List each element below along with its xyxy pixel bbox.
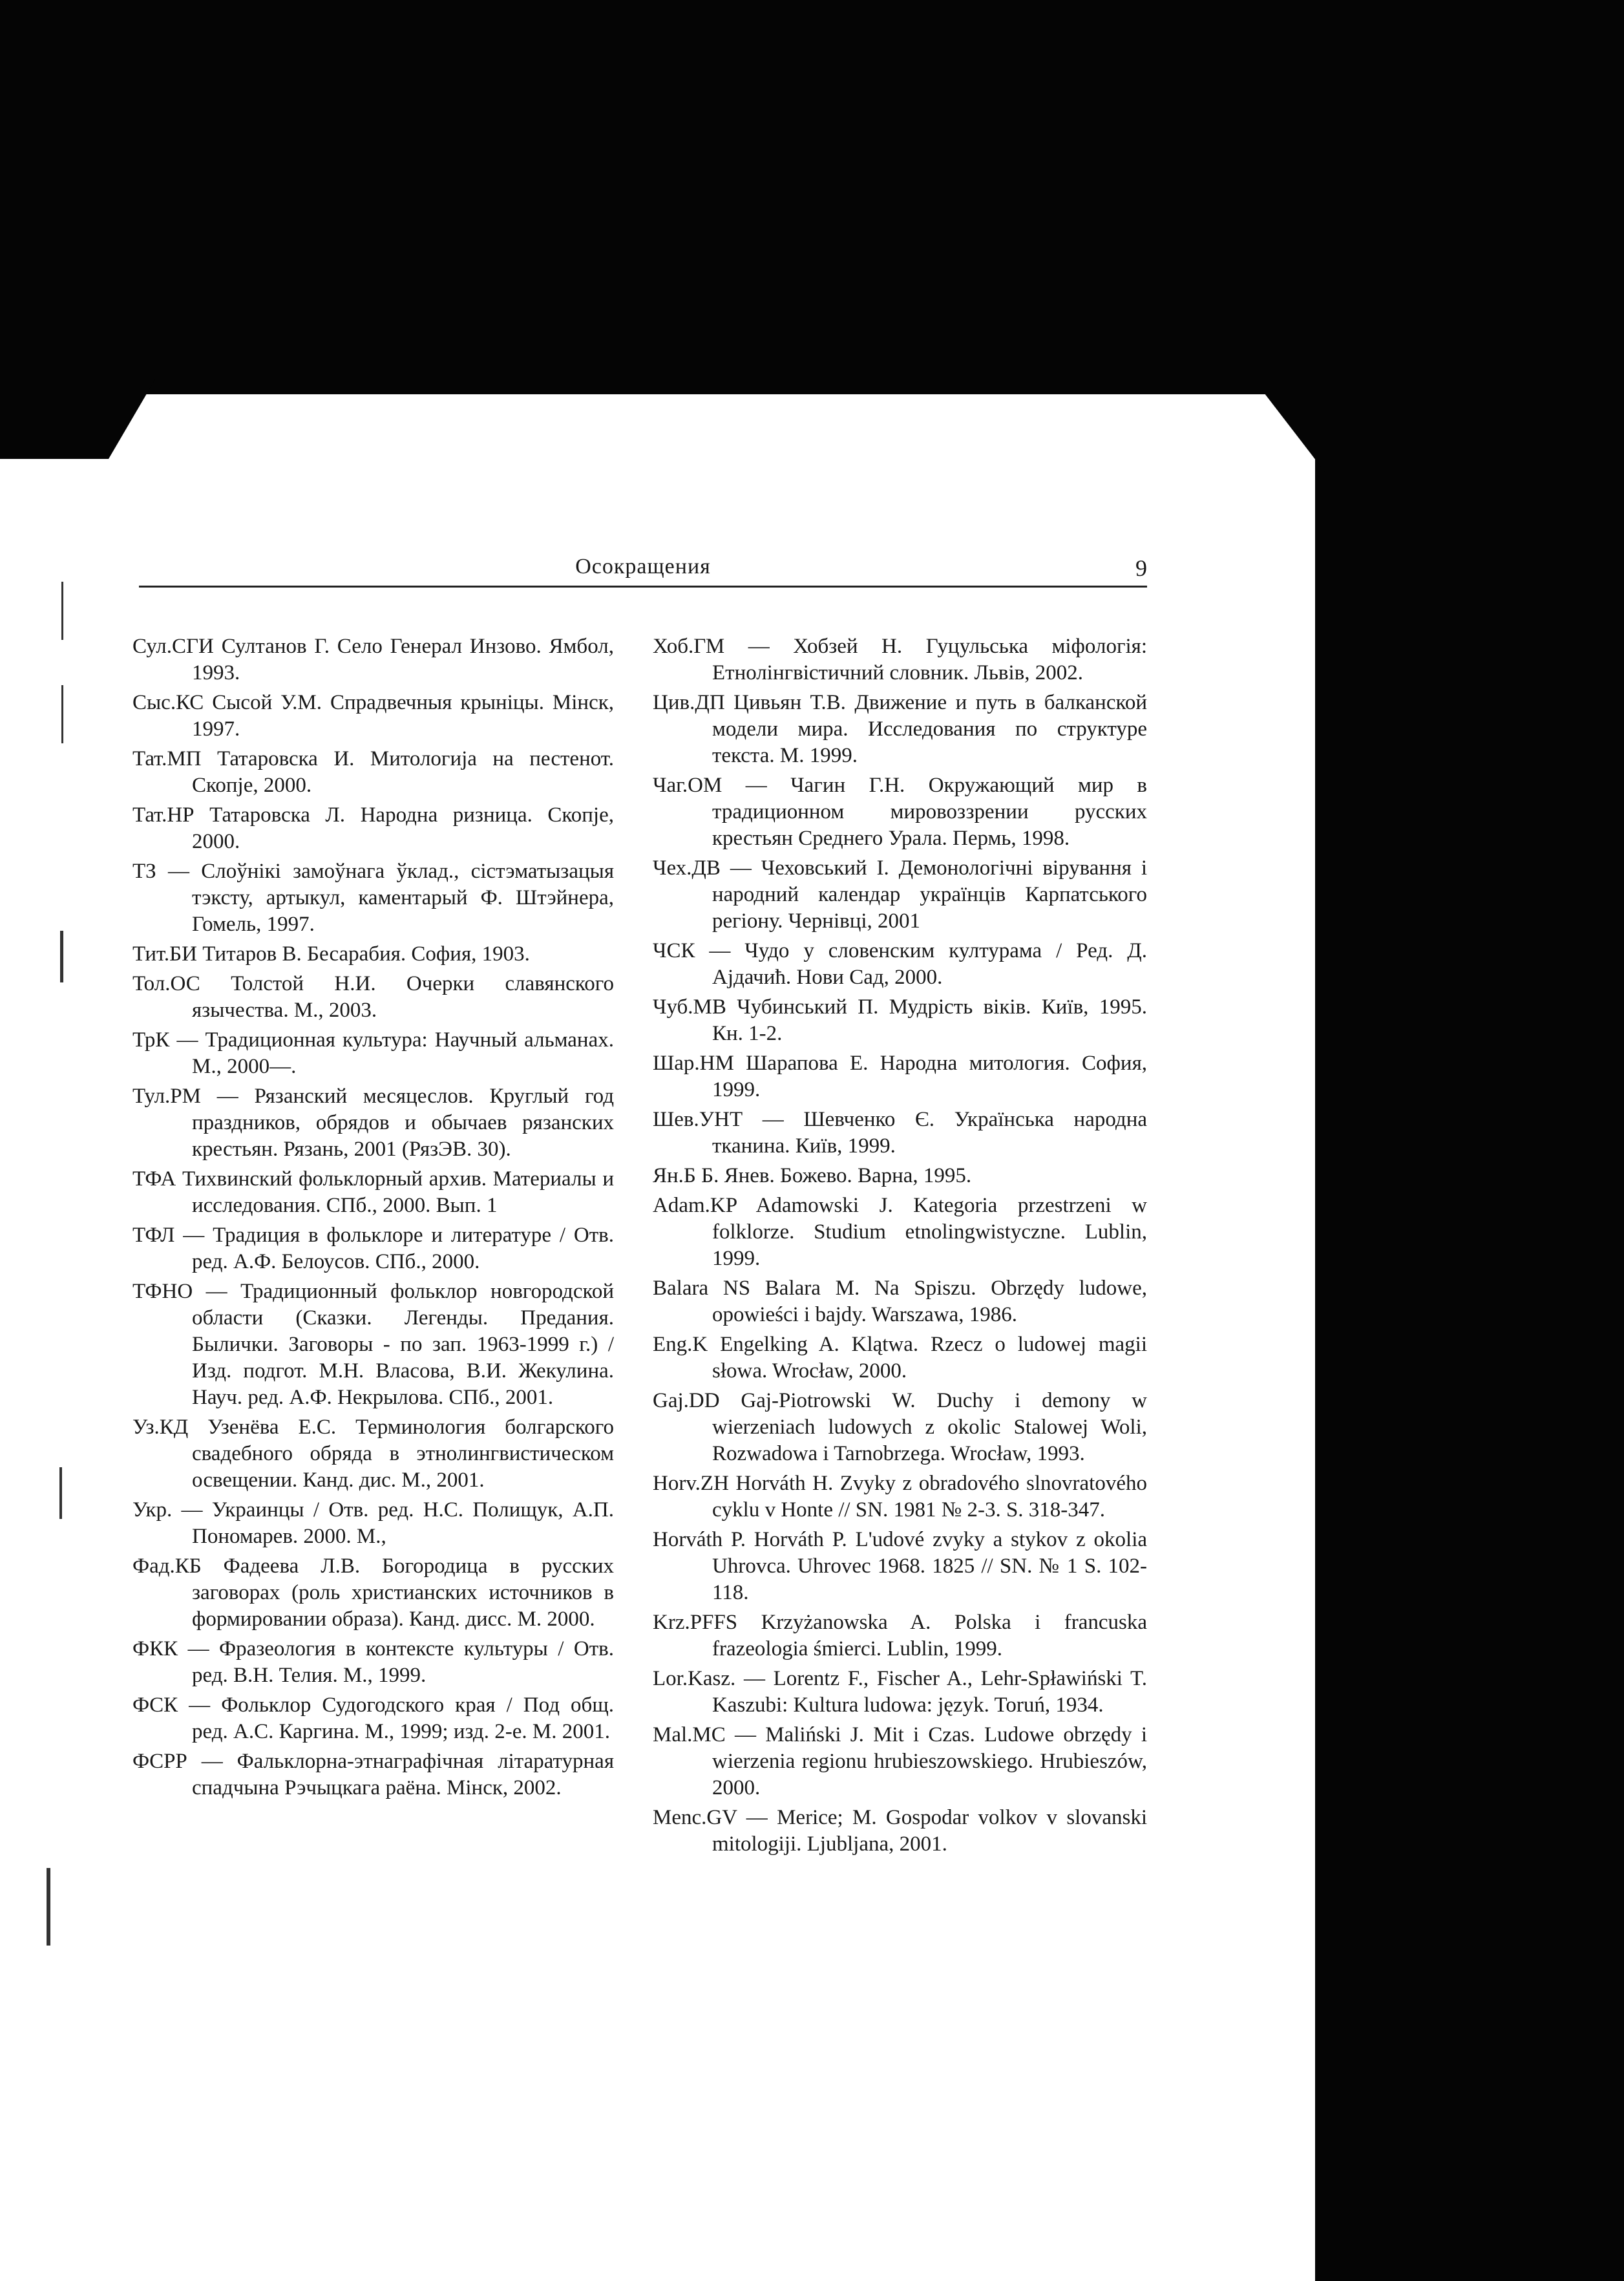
abbreviation-entry: [132, 1166, 614, 1219]
abbreviation-code: Чуб.МВ: [653, 995, 726, 1019]
scan-speck: [61, 582, 63, 640]
abbreviations-column-right: [653, 633, 1147, 1861]
abbreviation-source: Сысой У.М. Спрадвечныя крыніцы. Мінск, 1997.: [192, 691, 614, 741]
abbreviation-source: Шарапова Е. Народна митология. София, 1999.: [712, 1052, 1147, 1101]
abbreviation-source: Султанов Г. Село Генерал Инзово. Ямбол, 1993.: [192, 635, 615, 684]
abbreviation-entry: [132, 690, 614, 743]
abbreviation-entry: [132, 746, 614, 799]
abbreviation-source: — Традиция в фольклоре и литературе / Отв. ред. А.Ф. Белоусов. СПб., 2000.: [183, 1224, 614, 1273]
abbreviation-code: Horváth: [653, 1528, 723, 1551]
abbreviation-entry: [132, 1553, 614, 1633]
abbreviation-code: Тат.НР: [132, 803, 195, 827]
abbreviation-source: Узенёва Е.С. Терминология болгарского свадебного обряда в этнолингвистическом освещении. Канд. дис. М., 2001.: [192, 1416, 615, 1492]
abbreviation-entry: [653, 690, 1147, 769]
abbreviation-source: — Хобзей Н. Гуцульська міфологія: Етнолінгвістичний словник. Львів, 2002.: [712, 635, 1147, 684]
scan-speck: [61, 685, 63, 743]
abbreviation-entry: [653, 938, 1147, 991]
abbreviation-source: — Традиционная культура: Научный альманах. М., 2000—.: [176, 1028, 614, 1078]
abbreviation-code: ФСК: [132, 1693, 178, 1717]
abbreviation-source: — Lorentz F., Fischer A., Lehr-Spławiński T. Kaszubi: Kultura ludowa: język. Toruń, 1934.: [712, 1667, 1147, 1717]
abbreviation-source: Фадеева Л.В. Богородица в русских заговорах (роль христианских источников в формировании образа). Канд. дисс. М. 2000.: [192, 1554, 614, 1631]
scan-dark-corner: [1260, 388, 1325, 472]
abbreviation-source: Татаровска И. Митологија на пестенот. Скопје, 2000.: [192, 747, 614, 797]
abbreviation-entry: [132, 633, 614, 686]
abbreviation-code: Тол.ОС: [132, 972, 200, 995]
abbreviation-source: Тихвинский фольклорный архив. Материалы и исследования. СПб., 2000. Вып. 1: [182, 1167, 614, 1217]
abbreviation-entry: [132, 1027, 614, 1080]
abbreviation-source: Gaj-Piotrowski W. Duchy i demony w wierzeniach ludowych z okolic Stalowej Woli, Rozwadowa i Tarnobrzega. Wrocław, 1993.: [712, 1389, 1148, 1465]
abbreviation-source: — Чудо у словенским културама / Ред. Д. Ајдачић. Нови Сад, 2000.: [709, 939, 1148, 989]
abbreviation-entry: [653, 1331, 1147, 1385]
abbreviation-source: Krzyżanowska A. Polska i francuska frazeologia śmierci. Lublin, 1999.: [712, 1611, 1147, 1660]
abbreviation-entry: [653, 1666, 1147, 1719]
abbreviation-entry: [132, 1636, 614, 1689]
abbreviation-source: — Слоўнікі замоўнага ўклад., сістэматызацыя тэксту, артыкул, каментарый Ф. Штэйнера, Гомель, 1997.: [168, 860, 614, 936]
abbreviation-code: ТФНО: [132, 1280, 193, 1303]
abbreviation-entry: [653, 1722, 1147, 1801]
abbreviation-source: — Maliński J. Mit i Czas. Ludowe obrzędy i wierzenia regionu hrubieszowskiego. Hrubieszów, 2000.: [712, 1723, 1147, 1799]
abbreviation-source: Adamowski J. Kategoria przestrzeni w folklorze. Studium etnolingwistyczne. Lublin, 1999.: [712, 1194, 1147, 1270]
abbreviation-code: Сул.СГИ: [132, 635, 214, 658]
scan-speck: [60, 931, 63, 982]
abbreviation-source: — Традиционный фольклор новгородской области (Сказки. Легенды. Предания. Былички. Заговоры - по зап. 1963-1999 г.) / Изд. подгот. М.Н. Власова, В.И. Жекулина. Науч. ред. А.Ф. Некрылова. СПб., 2001.: [192, 1280, 614, 1409]
abbreviation-code: Krz.PFFS: [653, 1611, 738, 1634]
abbreviation-entry: [653, 633, 1147, 686]
abbreviation-source: Цивьян Т.В. Движение и путь в балканской модели мира. Исследования по структуре текста. М. 1999.: [712, 691, 1148, 767]
abbreviation-source: Engelking A. Klątwa. Rzecz o ludowej magii słowa. Wrocław, 2000.: [712, 1333, 1148, 1383]
abbreviation-source: — Фольклор Судогодского края / Под общ. ред. А.С. Каргина. М., 1999; изд. 2-е. М. 2001.: [189, 1693, 614, 1743]
abbreviation-entry: [132, 971, 614, 1024]
abbreviation-code: Тит.БИ: [132, 942, 197, 966]
abbreviation-entry: [132, 1222, 614, 1275]
header-rule: [139, 586, 1147, 588]
abbreviation-entry: [653, 1050, 1147, 1103]
abbreviation-code: ФКК: [132, 1637, 178, 1660]
abbreviation-code: Adam.KP: [653, 1194, 737, 1217]
abbreviation-code: Шев.УНТ: [653, 1108, 743, 1131]
scan-dark-region-right: [1315, 0, 1624, 2281]
abbreviation-source: — Фальклорна-этнаграфічная літаратурная спадчына Рэчыцкага раёна. Мінск, 2002.: [192, 1750, 615, 1799]
abbreviation-entry: [132, 802, 614, 855]
abbreviation-entry: [132, 941, 614, 968]
abbreviation-code: Цив.ДП: [653, 691, 725, 714]
abbreviation-entry: [132, 1414, 614, 1494]
abbreviation-code: Gaj.DD: [653, 1389, 720, 1412]
abbreviation-code: Horv.ZH: [653, 1472, 729, 1495]
abbreviation-source: P. Horváth P. L'udové zvyky a stykov z okolia Uhrovca. Uhrovec 1968. 1825 // SN. № 1 S. 102-118.: [712, 1528, 1148, 1604]
abbreviation-source: — Фразеология в контексте культуры / Отв. ред. В.Н. Телия. М., 1999.: [187, 1637, 614, 1687]
abbreviation-code: Ян.Б: [653, 1164, 696, 1187]
abbreviation-entry: [132, 1748, 614, 1801]
abbreviation-code: Уз.КД: [132, 1416, 189, 1439]
abbreviation-source: Толстой Н.И. Очерки славянского язычества. М., 2003.: [192, 972, 614, 1022]
abbreviation-entry: [132, 1278, 614, 1411]
running-header: [139, 555, 1147, 595]
abbreviation-code: ЧСК: [653, 939, 695, 962]
abbreviation-source: Татаровска Л. Народна ризница. Скопје, 2000.: [192, 803, 614, 853]
abbreviation-source: Horváth H. Zvyky z obradového slnovratového cyklu v Honte // SN. 1981 № 2-3. S. 318-347.: [712, 1472, 1147, 1522]
abbreviation-code: Фад.КБ: [132, 1554, 202, 1578]
abbreviation-code: Тул.РМ: [132, 1085, 201, 1108]
abbreviation-code: ТЗ: [132, 860, 156, 883]
abbreviation-entry: [653, 1609, 1147, 1662]
abbreviation-source: Б. Янев. Божево. Варна, 1995.: [701, 1164, 972, 1187]
abbreviation-source: — Рязанский месяцеслов. Круглый год праздников, обрядов и обычаев рязанских крестьян. Рязань, 2001 (РязЭВ. 30).: [192, 1085, 614, 1161]
abbreviation-code: ТрК: [132, 1028, 170, 1052]
abbreviation-entry: [653, 1193, 1147, 1272]
abbreviation-code: Menc.GV: [653, 1806, 737, 1829]
abbreviation-code: Balara NS: [653, 1277, 751, 1300]
abbreviation-entry: [132, 858, 614, 938]
abbreviation-entry: [653, 1470, 1147, 1523]
abbreviation-entry: [653, 855, 1147, 935]
abbreviation-code: Lor.Kasz.: [653, 1667, 736, 1690]
abbreviation-source: — Украинцы / Отв. ред. Н.С. Полищук, А.П. Пономарев. 2000. М.,: [181, 1498, 614, 1548]
abbreviation-entry: [653, 1163, 1147, 1189]
abbreviation-source: — Чеховський І. Демонологічні вірування і народний календар українців Карпатського регіону. Чернівці, 2001: [712, 856, 1147, 933]
abbreviation-code: Тат.МП: [132, 747, 202, 770]
abbreviation-entry: [653, 772, 1147, 852]
abbreviation-entry: [132, 1497, 614, 1550]
abbreviation-source: Balara M. Na Spiszu. Obrzędy ludowe, opowieści i bajdy. Warszawa, 1986.: [712, 1277, 1147, 1326]
abbreviation-code: Сыс.КС: [132, 691, 204, 714]
scan-dark-wedge-left: [0, 362, 155, 459]
abbreviation-entry: [653, 1805, 1147, 1858]
abbreviation-source: Титаров В. Бесарабия. София, 1903.: [202, 942, 530, 966]
abbreviation-code: ТФЛ: [132, 1224, 175, 1247]
abbreviation-entry: [653, 1388, 1147, 1467]
scan-speck: [47, 1868, 50, 1946]
abbreviation-source: — Merice; M. Gospodar volkov v slovanski mitologiji. Ljubljana, 2001.: [712, 1806, 1147, 1856]
abbreviation-code: Хоб.ГМ: [653, 635, 725, 658]
abbreviation-code: Чех.ДВ: [653, 856, 721, 880]
page-number: 9: [1135, 555, 1147, 581]
abbreviation-code: Укр.: [132, 1498, 173, 1522]
abbreviation-entry: [132, 1692, 614, 1745]
abbreviation-code: Чаг.ОМ: [653, 774, 722, 797]
header-title: Осокращения: [575, 555, 711, 578]
abbreviation-code: ТФА: [132, 1167, 176, 1191]
abbreviation-source: — Шевченко Є. Українська народна тканина. Київ, 1999.: [712, 1108, 1147, 1158]
abbreviation-code: Eng.K: [653, 1333, 708, 1356]
abbreviations-column-left: [132, 633, 614, 1805]
abbreviation-code: ФСРР: [132, 1750, 187, 1773]
abbreviation-entry: [653, 994, 1147, 1047]
abbreviation-entry: [653, 1275, 1147, 1328]
abbreviation-source: — Чагин Г.Н. Окружающий мир в традиционном мировоззрении русских крестьян Среднего Урала. Пермь, 1998.: [712, 774, 1148, 850]
abbreviation-entry: [132, 1083, 614, 1163]
scan-speck: [59, 1467, 62, 1519]
abbreviation-entry: [653, 1527, 1147, 1606]
abbreviation-code: Mal.MC: [653, 1723, 726, 1746]
abbreviation-source: Чубинський П. Мудрість віків. Київ, 1995. Кн. 1-2.: [712, 995, 1147, 1045]
abbreviation-entry: [653, 1107, 1147, 1160]
abbreviation-code: Шар.НМ: [653, 1052, 734, 1075]
